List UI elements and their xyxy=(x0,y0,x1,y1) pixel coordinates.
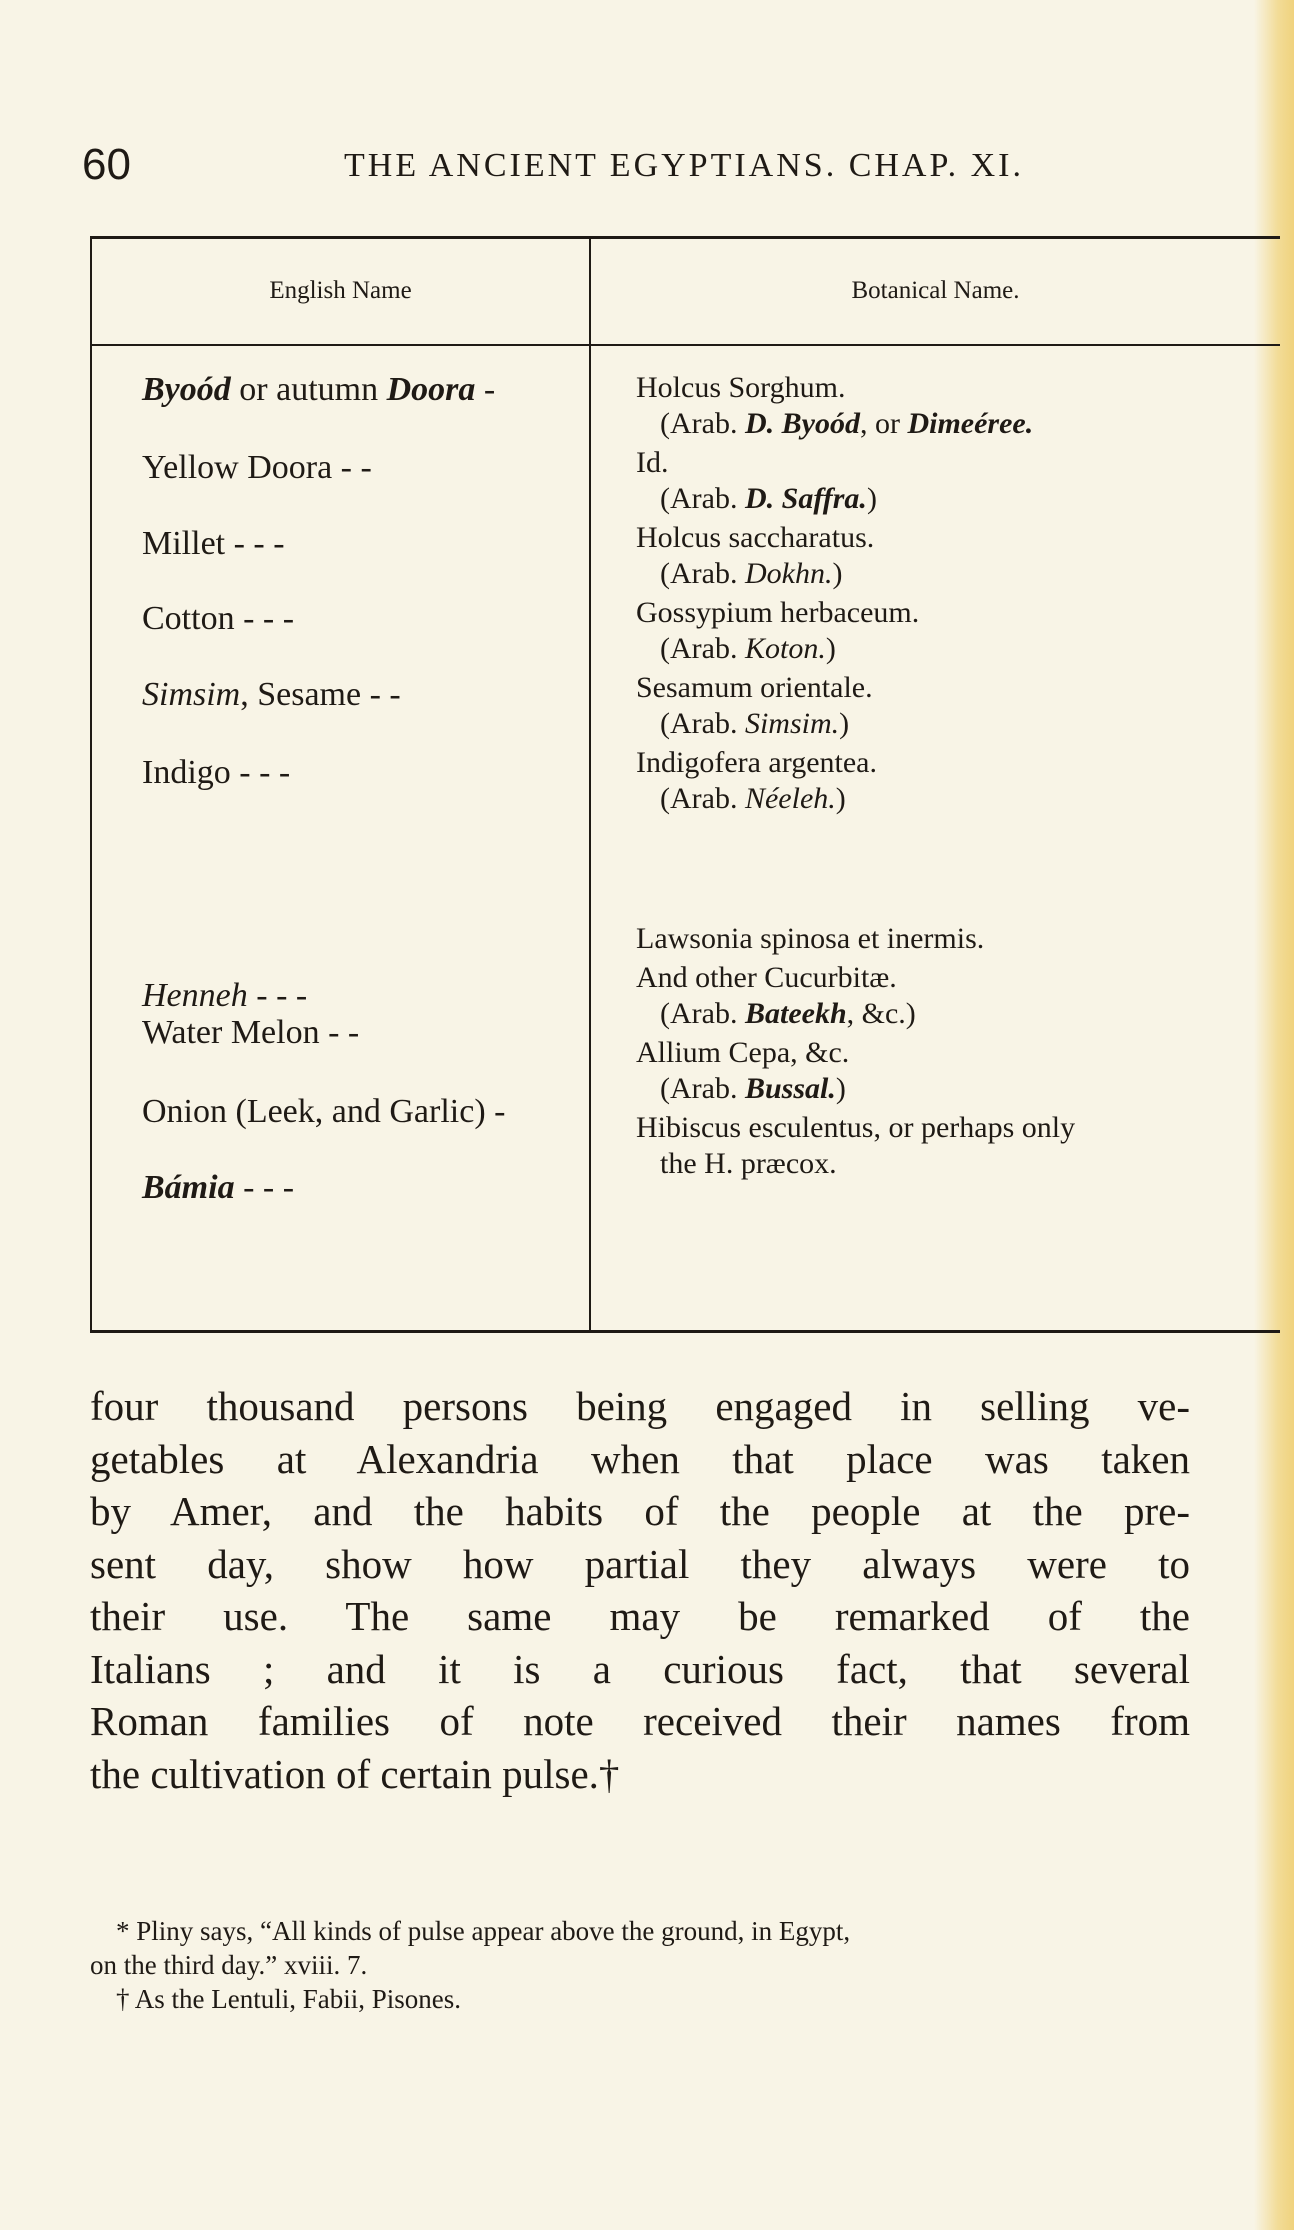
botanical-name: Sesamum orientale. xyxy=(636,671,873,704)
botanical-name: Gossypium herbaceum. xyxy=(636,596,920,629)
footnotes xyxy=(90,1914,1190,2016)
body-line: by Amer, and the habits of the people at the pre- xyxy=(90,1488,1190,1534)
botanical-name: Allium Cepa, &c. xyxy=(636,1036,850,1069)
arabic-name: (Arab. D. Saffra.) xyxy=(660,482,877,515)
english-name: Onion (Leek, and Garlic) - xyxy=(142,1093,506,1130)
botanical-name: Lawsonia spinosa et inermis. xyxy=(636,922,985,955)
botanical-name-column xyxy=(636,370,1280,1185)
english-name: Simsim, Sesame - - xyxy=(142,676,401,713)
body-line: getables at Alexandria when that place was taken xyxy=(90,1435,1190,1482)
footnote-pliny: * Pliny says, “All kinds of pulse appear above the ground, in Egypt, xyxy=(116,1916,851,1946)
botanical-entry xyxy=(636,1110,1280,1182)
body-line: their use. The same may be remarked of the xyxy=(90,1593,1190,1639)
footnote-pliny-continued: on the third day.” xviii. 7. xyxy=(90,1950,368,1980)
botanical-entry xyxy=(636,445,1280,517)
page-number: 60 xyxy=(82,140,131,189)
botanical-entry xyxy=(636,960,1280,1032)
botanical-entry xyxy=(636,595,1280,667)
botanical-entry xyxy=(636,670,1280,742)
table-gap xyxy=(636,820,1280,921)
body-line: Italians ; and it is a curious fact, that several xyxy=(90,1645,1190,1692)
english-name: Millet - - - xyxy=(142,525,285,562)
arabic-name: (Arab. Bussal.) xyxy=(660,1072,846,1105)
table-column-rule xyxy=(589,236,591,1333)
botanical-entry xyxy=(636,745,1280,817)
arabic-name: (Arab. Koton.) xyxy=(660,632,836,665)
botanical-name: And other Cucurbitæ. xyxy=(636,961,897,994)
english-name: Henneh - - - xyxy=(142,977,308,1014)
crop-table xyxy=(90,236,1280,1336)
english-name: Bámia - - - xyxy=(142,1169,295,1206)
botanical-name: Holcus Sorghum. xyxy=(636,371,846,404)
table-bottom-rule xyxy=(90,1330,1280,1333)
botanical-entry xyxy=(636,1035,1280,1107)
english-name: Water Melon - - xyxy=(142,1014,360,1051)
body-line: Roman families of note received their names from xyxy=(90,1698,1190,1744)
table-header-rule xyxy=(90,344,1280,346)
table-left-rule xyxy=(90,236,92,1333)
arabic-name: (Arab. Dokhn.) xyxy=(660,557,843,590)
body-line: sent day, show how partial they always were to xyxy=(90,1540,1190,1587)
column-header-english: English Name xyxy=(269,277,412,304)
english-name: Yellow Doora - - xyxy=(142,449,372,486)
botanical-entry xyxy=(636,520,1280,592)
body-line: the cultivation of certain pulse.† xyxy=(90,1750,620,1797)
footnote-roman-families: † As the Lentuli, Fabii, Pisones. xyxy=(116,1984,462,2014)
english-name: Indigo - - - xyxy=(142,754,291,791)
botanical-entry xyxy=(636,370,1280,442)
botanical-name: Id. xyxy=(636,446,669,479)
body-line: four thousand persons being engaged in selling ve- xyxy=(90,1383,1190,1429)
running-head: THE ANCIENT EGYPTIANS. CHAP. XI. xyxy=(344,147,1024,184)
arabic-name: (Arab. Bateekh, &c.) xyxy=(660,997,916,1030)
botanical-name: Indigofera argentea. xyxy=(636,746,877,779)
arabic-name: (Arab. Simsim.) xyxy=(660,707,850,740)
table-top-rule xyxy=(90,236,1280,239)
column-header-botanical: Botanical Name. xyxy=(851,277,1020,304)
english-name: Byoód or autumn Doora - xyxy=(142,371,496,408)
page-header xyxy=(82,140,1202,190)
body-paragraph xyxy=(90,1380,1190,1800)
botanical-name-continued: the H. præcox. xyxy=(660,1147,837,1180)
botanical-name: Hibiscus esculentus, or perhaps only xyxy=(636,1111,1076,1144)
botanical-entry xyxy=(636,921,1280,957)
english-name: Cotton - - - xyxy=(142,600,295,637)
arabic-name: (Arab. D. Byoód, or Dimeéree. xyxy=(660,407,1034,440)
botanical-name: Holcus saccharatus. xyxy=(636,521,875,554)
arabic-name: (Arab. Néeleh.) xyxy=(660,782,846,815)
